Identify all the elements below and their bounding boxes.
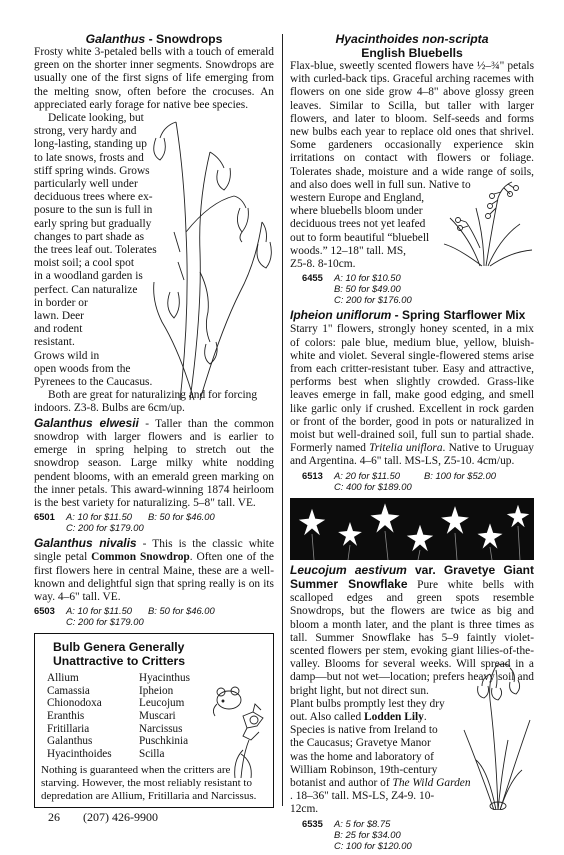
ipheion-price-a: A: 20 for $11.50 [334, 469, 401, 481]
bluebells-price-b: B: 50 for $49.00 [334, 283, 401, 295]
leucojum-variety: var. Gravetye Giant Summer Snowflake [290, 562, 534, 591]
genus: Chionodoxa [47, 697, 102, 710]
critters-box [34, 633, 274, 808]
galanthus-line: the trees leaf out. Tolerates [34, 244, 157, 257]
genus: Galanthus [47, 735, 93, 748]
leucojum-prices [302, 818, 534, 851]
elwesii-price-b: B: 50 for $46.00 [148, 511, 215, 523]
starflower-illustration [290, 498, 534, 560]
elwesii-price-c: C: 200 for $179.00 [66, 522, 144, 534]
leucojum-price-c: C: 100 for $120.00 [334, 839, 412, 851]
genus: Allium [47, 672, 79, 685]
mouse-daffodil-illustration [213, 670, 273, 780]
bluebells-line: deciduous trees not yet leafed [290, 218, 426, 231]
leucojum-code: 6535 [302, 817, 323, 829]
bluebells-price-a: A: 10 for $10.50 [334, 272, 401, 284]
ipheion-prices [302, 470, 534, 492]
bluebells-prices [302, 272, 534, 305]
page-number: 26 [48, 810, 60, 824]
galanthus-line: long-lasting, standing up [34, 138, 147, 151]
genus: Eranthis [47, 709, 85, 722]
genus: Scilla [139, 747, 165, 760]
galanthus-line: Delicate looking, but [48, 112, 144, 125]
galanthus-line: posure to the sun is full in [34, 204, 153, 217]
genus: Hyacinthoides [47, 747, 112, 760]
phone-number: (207) 426-9900 [83, 810, 158, 824]
galanthus-line: lawn. Deer [34, 310, 84, 323]
ipheion-former-name: Tritelia uniflora [369, 442, 443, 455]
galanthus-line: perfect. Can naturalize [34, 283, 138, 296]
leucojum-price-a: A: 5 for $8.75 [334, 817, 391, 829]
page-footer [48, 810, 178, 825]
galanthus-line: in border or [34, 296, 88, 309]
leucojum-line: was the home and laboratory of [290, 750, 434, 763]
galanthus-line: Pyrenees to the Caucasus. [34, 376, 153, 389]
bluebells-line: where bluebells bloom under [290, 205, 423, 218]
genus: Muscari [139, 709, 176, 722]
galanthus-heading [34, 32, 274, 46]
leucojum-line: Plant bulbs promptly lest they dry [290, 697, 445, 710]
elwesii-code: 6501 [34, 511, 55, 523]
genus: Leucojum [139, 697, 185, 710]
galanthus-line: to late snows, frosts and [34, 151, 144, 164]
galanthus-title-species: Galanthus [85, 32, 146, 46]
galanthus-line: open woods from the [34, 362, 131, 375]
galanthus-line: changes to part shade as [34, 230, 145, 243]
elwesii-entry [34, 417, 274, 510]
elwesii-price-a: A: 10 for $11.50 [66, 511, 133, 523]
nivalis-price-a: A: 10 for $11.50 [66, 605, 133, 617]
leucojum-line: Species is native from Ireland to [290, 724, 438, 737]
galanthus-title-common: - Snowdrops [145, 32, 223, 46]
ipheion-common: - Spring Starflower Mix [391, 308, 526, 323]
galanthus-intro: Frosty white 3-petaled bells with a touch of emerald green on the shorter inner segments. Snowdrops are usually one of the first signs of life emerging from the melting snow, often before the crocuses. An appreciated early forage for native bee species. [34, 46, 274, 111]
leucojum-line: botanist and author of The Wild Garden [290, 776, 471, 789]
genus: Ipheion [139, 684, 174, 697]
wild-garden-title: The Wild Garden [392, 776, 471, 789]
galanthus-line: stiff spring winds. Grows [34, 164, 150, 177]
galanthus-line: particularly well under [34, 178, 138, 191]
snowdrop-illustration [150, 112, 278, 402]
leucojum-line: William Robinson, 19th-century [290, 763, 438, 776]
ipheion-price-c: C: 400 for $189.00 [334, 480, 412, 492]
bluebells-price-c: C: 200 for $176.00 [334, 294, 412, 306]
galanthus-line: early spring but gradually [34, 217, 152, 230]
galanthus-line: Grows wild in [34, 349, 100, 362]
galanthus-line: strong, very hardy and [34, 125, 137, 138]
nivalis-price-b: B: 50 for $46.00 [148, 605, 215, 617]
ipheion-entry [290, 309, 534, 323]
genus: Fritillaria [47, 722, 90, 735]
bluebells-line: Z5-8. 8-10cm. [290, 258, 356, 271]
nivalis-entry [34, 537, 274, 604]
leucojum-line: the Caucasus; Gravetye Manor [290, 737, 431, 750]
nivalis-prices [34, 605, 274, 627]
ipheion-name: Ipheion uniflorum [290, 308, 392, 323]
galanthus-line: moist soil; a cool spot [34, 257, 134, 270]
nivalis-desc-2: . Often one of the first flowers here in central Maine, these are a well-known and delightful sign that spring really is on its way. 4–6" tall. VE. [34, 551, 274, 603]
ipheion-desc: Starry 1" flowers, strongly honey scented, in a mix of colors: pale blue, medium blue, yellow, bluish-white and violet. Several single-flowered stems arise from each critter-resistant tuber. Easy and attractive, performs best when slightly crowded. Grass-like leaves emerge in fall, make good edging, and smell like garlic only if crushed. Excellent in rock garden or front of the border, good in pots or naturalized in moist but well-drained soil, full sun to partial shade. Formerly named Tritelia uniflora. Native to Uruguay and Argentina. 4–6" tall. MS-LS, Z5-10. 4cm/up. [290, 323, 534, 468]
lodden-lily: Lodden Lily [364, 710, 424, 723]
column-divider [282, 34, 283, 806]
bluebells-code: 6455 [302, 272, 323, 284]
genus: Camassia [47, 684, 90, 697]
leucojum-desc: Pure white bells with scalloped edges and green spots resemble Snowdrops, but the flowers are twice as big and bloom a month later, and the plant is three times as tall. Summer Snowflake has 5–9 faintly violet-scented flowers per stem, evoking giant lilies-of-the-valley. Blooms for several weeks. Will spread in a damp—but not wet—location; prefers heavy soil and bright light, but not direct sun. [290, 578, 535, 697]
leucojum-price-b: B: 25 for $34.00 [334, 828, 401, 840]
nivalis-common: Common Snowdrop [91, 551, 190, 564]
bluebells-heading: Hyacinthoides non-scripta [335, 32, 489, 46]
ipheion-price-b: B: 100 for $52.00 [424, 469, 496, 481]
box-title-2: Unattractive to Critters [53, 654, 186, 669]
nivalis-name: Galanthus nivalis [34, 536, 137, 551]
galanthus-both: Both are great for naturalizing and for forcing indoors. Z3-8. Bulbs are 6cm/up. [34, 389, 258, 415]
bluebell-illustration [440, 178, 536, 268]
leucojum-illustration [460, 660, 536, 810]
ipheion-code: 6513 [302, 469, 323, 481]
galanthus-line: in a woodland garden is [34, 270, 143, 283]
galanthus-line: deciduous trees where ex- [34, 191, 153, 204]
starflower-photo-banner [290, 498, 534, 560]
nivalis-code: 6503 [34, 605, 55, 617]
galanthus-line: resistant. [34, 336, 75, 349]
leucojum-line: out. Also called Lodden Lily. [290, 710, 427, 723]
elwesii-name: Galanthus elwesii [34, 415, 139, 430]
genus: Puschkinia [139, 735, 189, 748]
galanthus-line: and rodent [34, 323, 83, 336]
box-note: Nothing is guaranteed when the critters are starving. However, the most reliably resistant to depredation are Allium, Fritillaria and Narcissus. [41, 764, 257, 802]
nivalis-price-c: C: 200 for $179.00 [66, 616, 144, 628]
bluebells-line: western Europe and England, [290, 192, 425, 205]
bluebells-line: out to form beautiful “bluebell [290, 231, 430, 244]
leucojum-line: . 18–36" tall. MS-LS, Z4-9. 10-12cm. [290, 790, 435, 816]
nivalis-desc-1: - This is the classic white single petal [34, 538, 274, 564]
elwesii-prices [34, 511, 274, 533]
genus: Hyacinthus [139, 672, 190, 685]
bluebells-desc: Flax-blue, sweetly scented flowers have ½–¾" petals with curled-back tips. Graceful arching racemes with flowers on one side grow 4–8" above glossy green leaves. Similar to Scilla, but taller with larger flowers, and later to bloom. Self-seeds and forms new bulbs each year to replace old ones that shrivel. Some gardeners occasionally experience skin irritations on contact with flowers or foliage. Tolerates shade, moisture and a wide range of soils, and also does well in full sun. Native to [290, 60, 534, 191]
bluebells-common: English Bluebells [361, 46, 463, 60]
box-title-1: Bulb Genera Generally [53, 640, 185, 655]
leucojum-name: Leucojum aestivum [290, 562, 407, 577]
elwesii-desc: - Taller than the common snowdrop with larger flowers and is earlier to emerge in spring helping to stretch out the snowdrop season. Large milky white nodding pendent blooms, with an emerald green marking on the inner petals. This award-winning 1874 heirloom is the best variety for naturalizing. 5–8" tall. VE. [34, 417, 274, 509]
genus: Narcissus [139, 722, 183, 735]
bluebells-line: woods.” 12–18" tall. MS, [290, 244, 407, 257]
